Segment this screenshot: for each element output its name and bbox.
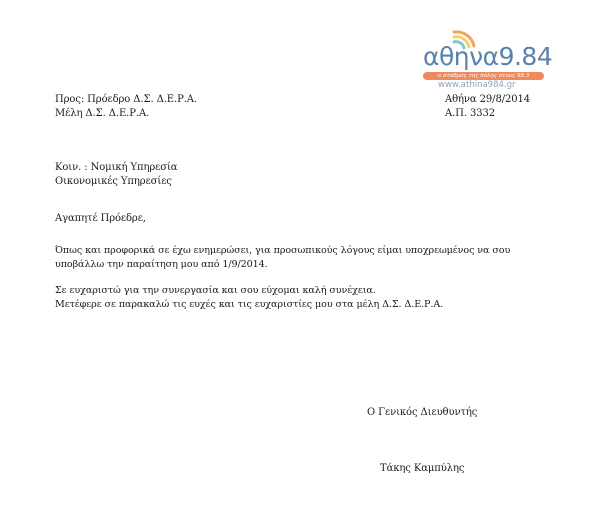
- place-date: Αθήνα 29/8/2014: [445, 94, 531, 105]
- logo-tagline: ο σταθμός της πόλης στους 98.3: [423, 72, 544, 80]
- salutation: Αγαπητέ Πρόεδρε,: [55, 213, 146, 224]
- paragraph-1-line-2: υποβάλλω την παραίτηση μου από 1/9/2014.: [55, 259, 268, 270]
- paragraph-1-line-1: Όπως και προφορικά σε έχω ενημερώσει, για προσωπικούς λόγους είμαι υποχρεωμένος να σου: [55, 245, 511, 256]
- cc-line-2: Οικονομικές Υπηρεσίες: [55, 176, 172, 187]
- paragraph-2-line-2: Μετέφερε σε παρακαλώ τις ευχές και τις ευχαριστίες μου στα μέλη Δ.Σ. Δ.Ε.Ρ.Α.: [55, 299, 444, 310]
- signature-title: Ο Γενικός Διευθυντής: [367, 407, 478, 418]
- cc-line-1: Κοιν. : Νομική Υπηρεσία: [55, 162, 178, 173]
- logo-url: www.athina984.gr: [438, 80, 516, 90]
- protocol-number: Α.Π. 3332: [445, 108, 496, 119]
- members-line: Μέλη Δ.Σ. Δ.Ε.Ρ.Α.: [55, 108, 150, 119]
- recipient-line: Προς: Πρόεδρο Δ.Σ. Δ.Ε.Ρ.Α.: [55, 94, 197, 105]
- paragraph-2-line-1: Σε ευχαριστώ για την συνεργασία και σου εύχομαι καλή συνέχεια.: [55, 285, 376, 296]
- logo-wordmark: αθηνα9.84: [423, 42, 553, 71]
- signature-name: Τάκης Καμπύλης: [380, 463, 465, 474]
- station-logo: [420, 28, 553, 92]
